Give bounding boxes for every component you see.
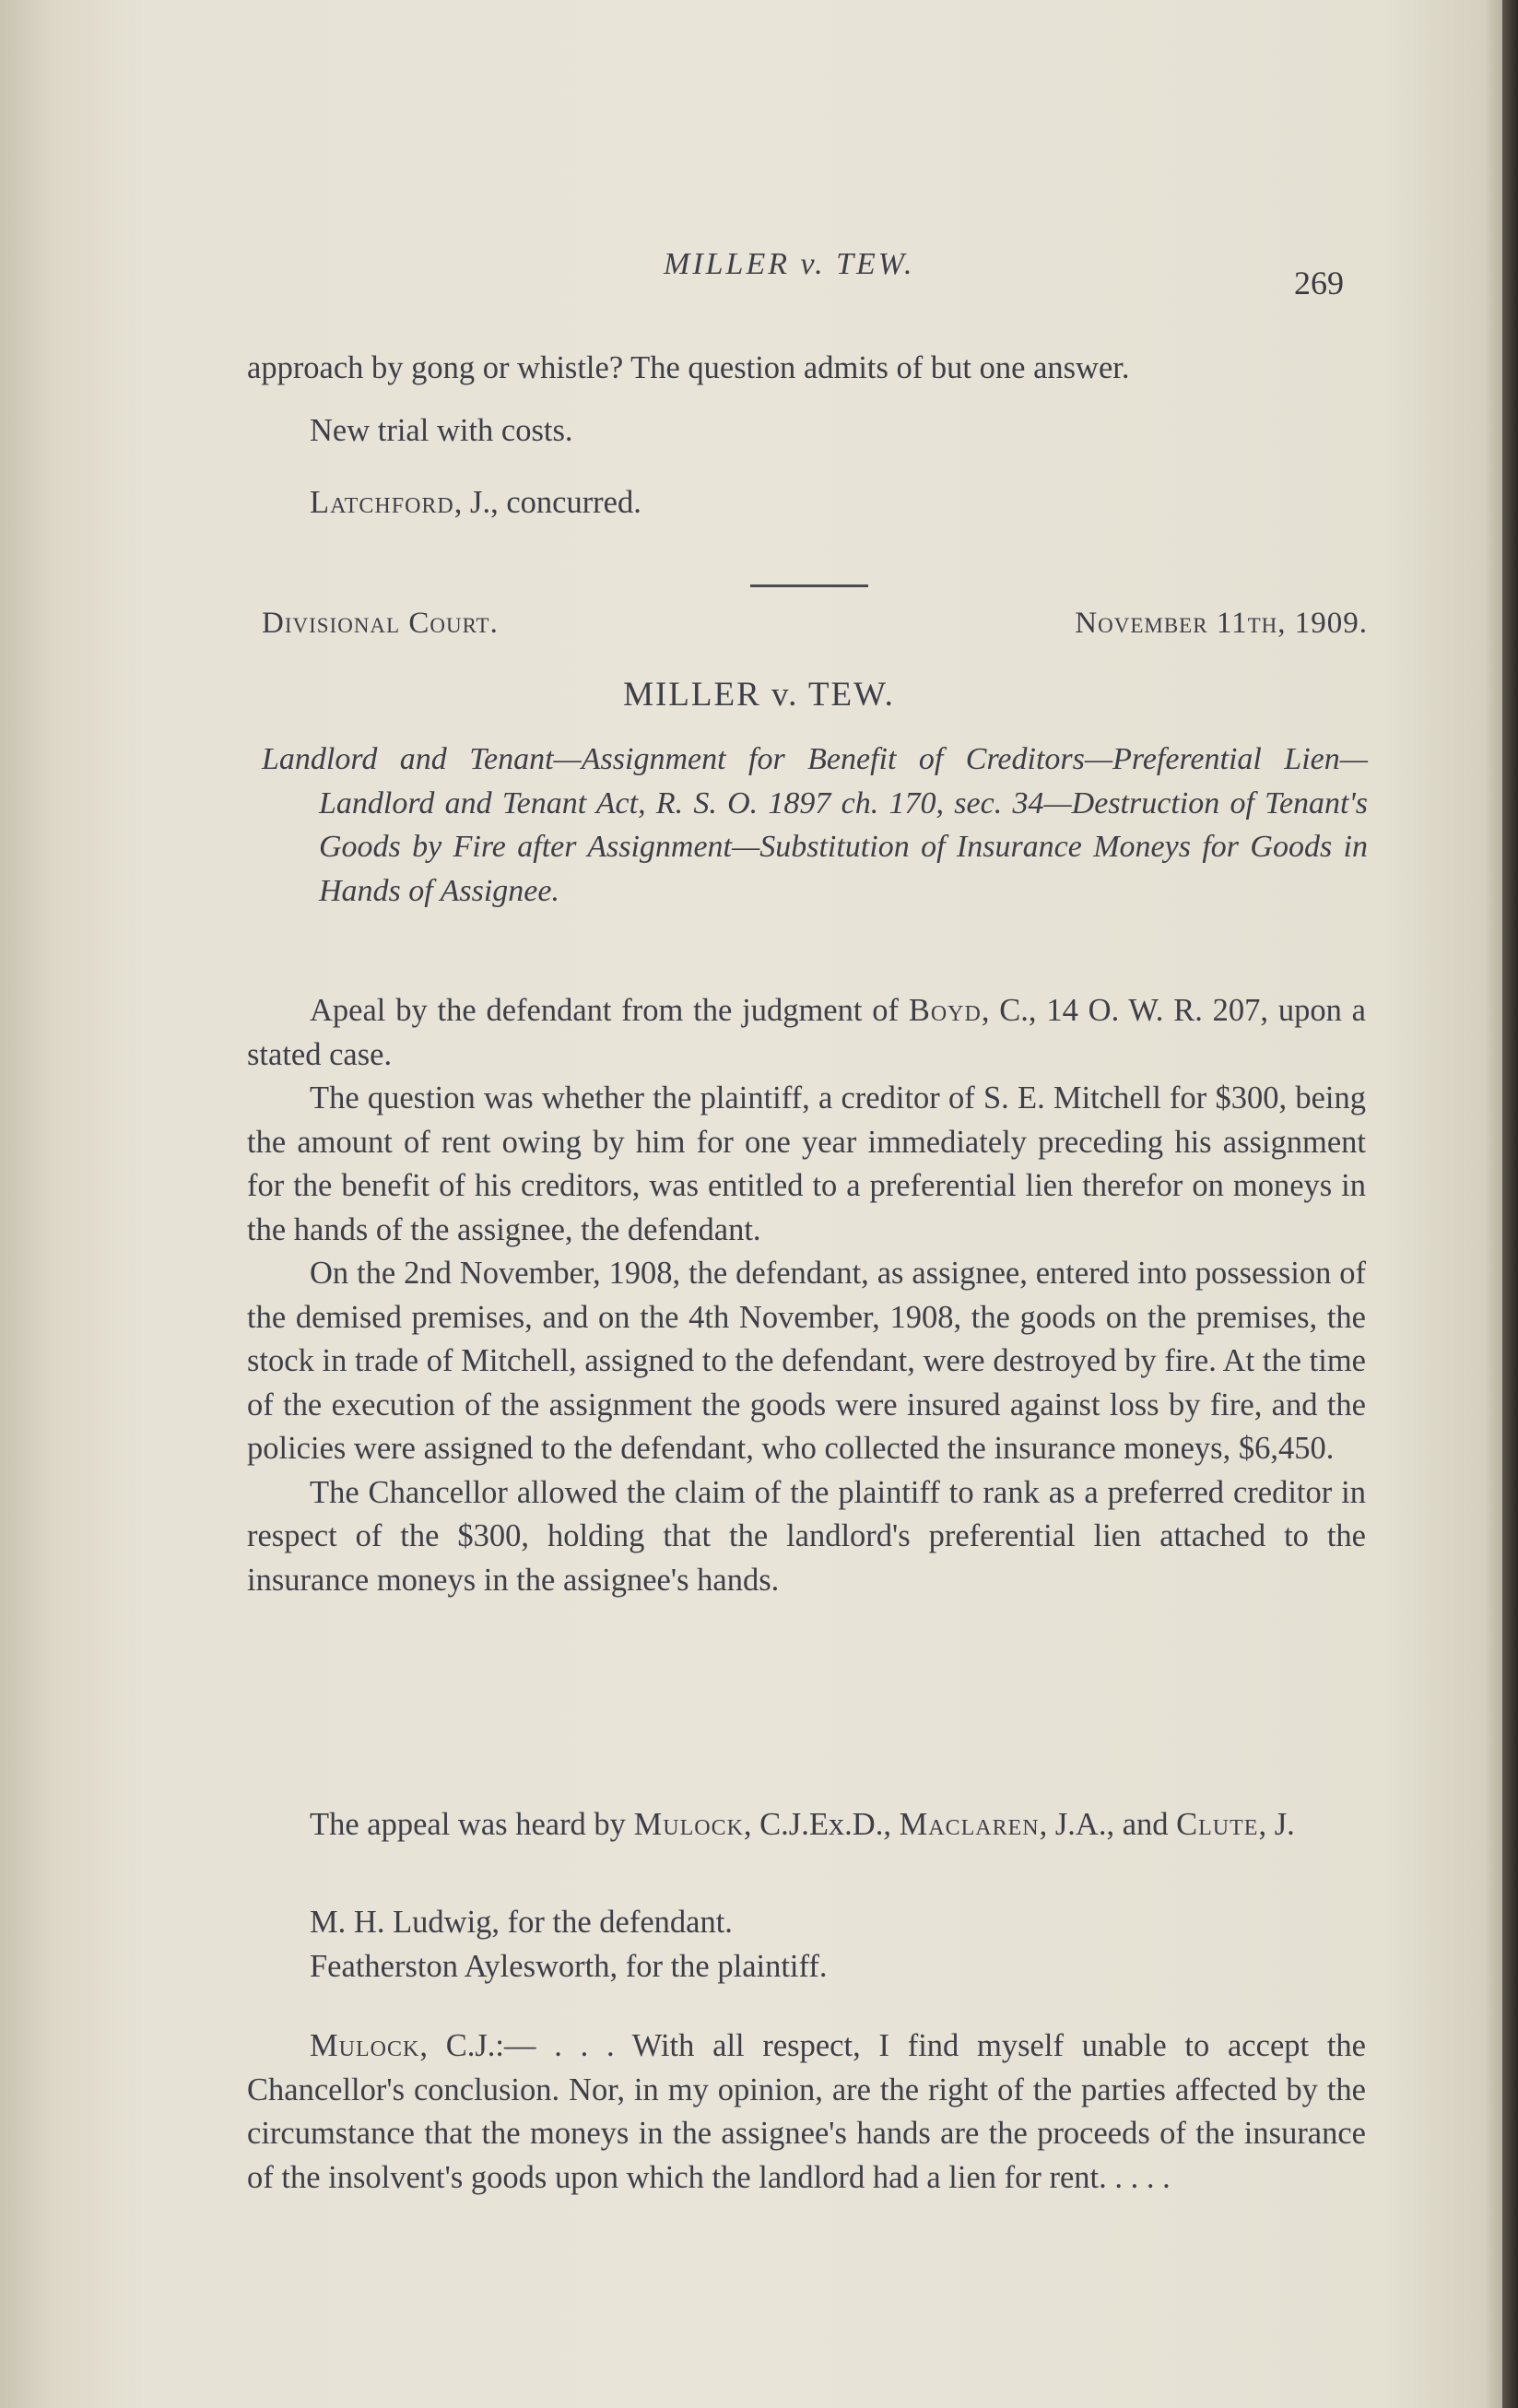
judge-name: Clute bbox=[1176, 1807, 1259, 1842]
decision-date: November 11th, 1909. bbox=[1075, 607, 1368, 640]
section-divider bbox=[750, 584, 868, 587]
headnote: Landlord and Tenant—Assignment for Benefit of Creditors—Preferential Lien—Landlord and Tenant Act, R. S. O. 1897 ch. 170, sec. 34—Destruction of Tenant's Goods by Fire after Assignment—Substitution of Insurance Moneys for Goods in Hands of Assignee. bbox=[262, 742, 1368, 908]
judge-name: Maclaren bbox=[899, 1807, 1040, 1842]
judge-name: Mulock bbox=[633, 1807, 744, 1842]
running-head: MILLER v. TEW. bbox=[664, 247, 915, 281]
judge-name: Boyd bbox=[908, 993, 982, 1028]
page-number: 269 bbox=[1294, 265, 1344, 301]
case-title: MILLER v. TEW. bbox=[623, 676, 895, 714]
judge-name: Mulock bbox=[310, 2028, 420, 2063]
page-edge-shadow bbox=[1502, 0, 1518, 2408]
counsel-defendant: M. H. Ludwig, for the defendant. bbox=[310, 1905, 733, 1940]
case-body bbox=[247, 989, 1366, 1602]
paragraph-new-trial: New trial with costs. bbox=[310, 412, 573, 448]
court-name: Divisional Court. bbox=[262, 607, 499, 640]
continued-text bbox=[247, 347, 1366, 525]
paragraph-approach: approach by gong or whistle? The question admits of but one answer. bbox=[247, 350, 1130, 385]
counsel bbox=[247, 1901, 1366, 1989]
judgment bbox=[247, 2024, 1366, 2200]
paragraph-concurred: Latchford, J., concurred. bbox=[310, 485, 641, 520]
paragraph-chancellor: The Chancellor allowed the claim of the plaintiff to rank as a preferred creditor in respect of the $300, holding that the landlord's preferential lien attached to the insurance moneys in the assignee's hands. bbox=[247, 1474, 1366, 1598]
judge-name: Latchford bbox=[310, 485, 454, 520]
paragraph-appeal: Apeal by the defendant from the judgment of Boyd, C., 14 O. W. R. 207, upon a stated case. bbox=[247, 993, 1366, 1072]
counsel-plaintiff: Featherston Aylesworth, for the plaintiff. bbox=[310, 1948, 828, 1984]
paragraph-judgment: Mulock, C.J.:— . . . With all respect, I find myself unable to accept the Chancellor's conclusion. Nor, in my opinion, are the right of the parties affected by the circumstance that the moneys in the assignee's hands are the proceeds of the insurance of the insolvent's goods upon which the landlord had a lien for rent. . . . . bbox=[247, 2028, 1366, 2195]
heard-by bbox=[247, 1803, 1366, 1847]
paragraph-question: The question was whether the plaintiff, a creditor of S. E. Mitchell for $300, being the amount of rent owing by him for one year immediately preceding his assignment for the benefit of his creditors, was entitled to a preferential lien therefor on moneys in the hands of the assignee, the defendant. bbox=[247, 1080, 1366, 1247]
paragraph-heard: The appeal was heard by Mulock, C.J.Ex.D., Maclaren, J.A., and Clute, J. bbox=[310, 1807, 1295, 1842]
paragraph-facts: On the 2nd November, 1908, the defendant, as assignee, entered into possession of the demised premises, and on the 4th November, 1908, the goods on the premises, the stock in trade of Mitchell, assigned to the defendant, were destroyed by fire. At the time of the execution of the assignment the goods were insured against loss by fire, and the policies were assigned to the defendant, who collected the insurance moneys, $6,450. bbox=[247, 1256, 1366, 1466]
